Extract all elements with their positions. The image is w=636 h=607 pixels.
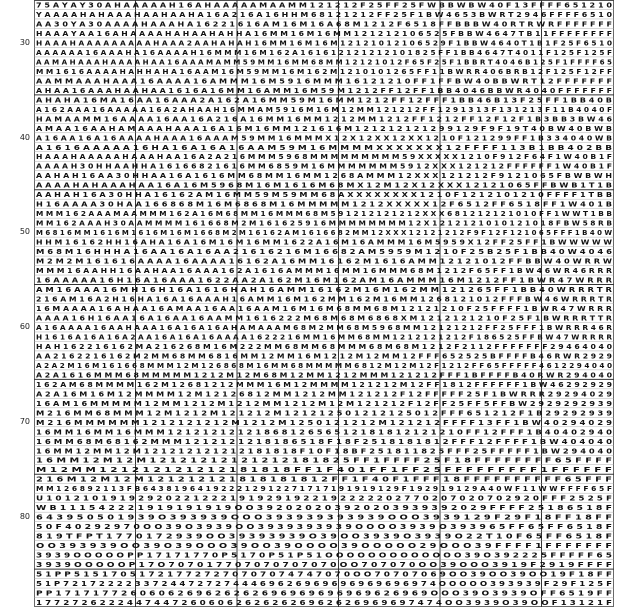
grid-row-symbols: 1 6 A A A A A 1 6 H 1 6 A 1 6 A A A 1 6 2 2 A A 2 A 1 6 2 M 1 6 M 1 6 2 A M 1 6 A M M M 1 6 M 1 2 1 2 F F 1 B W R 4 7 W R R R (36, 275, 613, 285)
grid-row-symbols: 1 6 M A A A A 1 6 A H A A 1 6 A M A A 1 6 A A 1 6 A A M 1 6 M 1 6 M 6 8 M M 6 8 M 1 2 1 2 1 2 1 0 F 2 5 F F F F 1 B W R 4 7 W R R R (36, 303, 613, 313)
grid-row-symbols: A 1 6 A A A A 1 6 A A H A A A 1 6 A 1 6 A 1 6 A H A M A A A M 6 8 M 2 M M 6 8 M 5 9 6 8 M M 1 2 1 2 1 2 1 2 F F 2 5 F F F 1 B W R R R 4 6 R (36, 322, 613, 332)
grid-row-symbols: M 6 8 1 6 M M 1 6 1 6 M 1 6 1 6 M 1 6 M 1 6 6 8 M 2 M 1 6 1 6 2 A M 1 6 1 6 6 8 2 M M 1 2 X X X 1 2 1 2 1 2 1 2 F 9 F 1 2 F 1 2 1 0 6 5 F F F 1 B 4 0 W (36, 228, 613, 238)
grid-row-symbols: 7 5 A Y A Y 3 0 A H A A A A A H 1 6 A H A A A A A M A A M M 1 2 1 2 1 2 F 2 5 F F 2 5 F W B B W B W 4 0 F 1 3 F F F F 6 5 1 2 1 0 (36, 0, 612, 10)
grid-row-symbols: A 2 A 2 M 1 6 M 1 6 1 6 6 8 M M M 1 2 M 1 2 6 8 6 8 M 1 6 M M 6 8 M M M M M 6 8 1 2 M 1 2 M 1 2 F 1 2 1 2 F F 6 5 F F F F F 4 6 1 2 2 9 4 0 4 0 (36, 360, 612, 370)
grid-row-symbols: A A 3 0 Y A 3 0 A A A A H A A A H A 1 6 2 2 1 6 1 6 A M 1 6 M 1 6 A 6 8 M 1 2 1 2 F 6 5 1 8 F F B B B W 4 0 R T R W R F F F F F F F (36, 19, 613, 29)
grid-row-symbols: M M M 1 6 A A H H 1 6 A A H A A 1 6 A A A 1 6 2 A 1 6 1 6 A M M M 1 6 M M 1 6 M M M 6 8 M 1 2 1 2 F 6 5 F F 1 B W 4 6 W R 4 6 R R R (36, 266, 613, 276)
grid-row-symbols: H A M A A M M 1 6 A A A A 1 6 A A 1 6 A 2 1 6 A 1 6 M M 1 6 M M 1 2 1 2 M M 1 2 1 2 F F 1 2 1 2 F F 1 2 F 1 2 F 1 B 3 B B 3 B W 4 6 (36, 114, 612, 124)
grid-row-symbols: M 2 1 6 M M 6 8 M M M 1 2 M 1 2 1 2 M 1 2 1 2 1 2 M 1 2 1 2 1 2 5 0 1 2 1 2 1 2 5 0 1 2 F F F 6 5 1 2 1 2 F 1 B 2 9 2 9 2 9 3 9 (36, 408, 612, 418)
row-number-label: 40 (19, 132, 30, 142)
grid-row-symbols: W B 1 1 1 5 4 2 2 2 1 9 1 9 1 9 1 9 1 9 O O 3 9 2 0 2 0 2 0 3 9 2 0 2 0 3 9 3 9 3 9 2 0 2 9 F F F F 2 5 1 8 6 5 1 8 F (36, 503, 613, 513)
grid-row-symbols: M 2 M 2 M 1 6 1 6 1 6 A A A A 1 6 A A A A 1 6 1 6 2 A 1 6 M M 1 6 1 6 2 M 1 6 1 6 A M M 1 2 1 2 1 0 1 2 F F B B W 4 0 W R R W (36, 256, 613, 266)
grid-row-symbols: A A M M A A A H A A A 1 6 A A A A 1 6 A M M M 1 6 M 5 9 1 6 M M M 1 6 1 2 1 2 1 0 F F 1 F F B W 4 0 B B W R T 1 2 F F F F F F F (36, 76, 613, 86)
grid-row-symbols: A A H A H 1 6 A A 3 0 H H A A 1 6 A 1 6 1 6 M M 6 8 M M 1 6 M M 1 2 6 8 A M M M 1 2 X X X 1 2 1 2 1 2 F 9 1 2 1 0 6 5 F B W B W H (36, 171, 612, 181)
grid-row-symbols: 5 1 P P 5 1 5 1 7 0 5 1 7 2 1 7 7 2 7 2 7 0 7 0 7 0 7 4 7 4 7 0 7 0 O O 7 0 7 0 7 0 6 9 O O 3 9 O O 3 9 O O 1 9 F 1 8 F F (36, 569, 613, 579)
grid-row-symbols: H A H 1 6 2 2 1 6 1 6 2 M A 2 1 6 2 6 8 M 1 6 M 2 2 2 M M 6 8 M M 6 8 M M M 6 8 M 6 8 M 1 2 1 2 F 2 1 1 2 F F F F F F F 2 9 4 6 4 0 4 0 (36, 341, 612, 351)
grid-row-symbols: A A A A 1 6 H 1 6 A A 1 6 A 1 6 A A 1 6 A A M M 1 6 1 6 2 2 2 M 6 8 M 6 8 M 6 8 6 8 X M 1 2 1 2 1 2 1 2 1 0 F 2 5 F 1 B W R R R T T R (36, 313, 613, 323)
grid-row-symbols: A H A H A 1 6 M A 1 6 A A 1 6 A A A 2 A 1 6 2 A 1 6 M M 5 9 M 1 6 M M 1 2 1 2 F F 1 2 F F F 1 B B 4 6 B 1 3 F 2 5 F F 1 B B 4 0 B (36, 95, 612, 105)
grid-svg (34, 0, 614, 607)
row-number-label: 80 (19, 511, 30, 521)
grid-row-symbols: M M 1 6 2 A A A H 3 0 A A M M M M 1 6 1 6 6 8 M 2 M 1 6 1 6 2 5 9 1 6 M M M M M M M M 1 2 X 1 2 1 2 1 2 1 0 1 0 1 2 1 0 1 8 F B W 5 8 R B (36, 218, 612, 228)
grid-row-symbols: M 1 2 M M 1 2 1 2 1 2 1 2 1 2 1 2 1 8 1 8 1 8 F F 1 F 4 0 1 F F 1 F F 2 5 F F F F F F F F F 1 F F F F F F (36, 465, 613, 475)
grid-row-symbols: 8 1 9 T F P T 1 7 7 0 1 7 2 9 3 9 O O 3 9 3 9 3 9 3 9 O 3 9 O O 3 9 3 9 O 3 9 3 9 O 2 2 T 1 0 F 6 5 F F 6 5 1 8 F (36, 531, 613, 541)
grid-row-symbols: A A 2 1 6 2 2 1 6 1 6 2 M 2 M M 6 8 M M 6 8 1 6 M M 1 2 M M 1 6 M 1 2 1 2 M 1 2 M M 1 2 F F F 6 5 2 5 2 5 B F F F F B 4 6 R W R 2 9 2 9 (36, 351, 612, 361)
grid-row-symbols: A 2 A 1 6 1 6 M M M 6 8 M M M M M 1 2 1 2 M 1 2 M 6 8 M 1 2 M M 1 2 1 2 M M M 1 2 1 2 1 2 F F F 1 B F F F F B 4 0 R W R 2 9 4 0 4 0 (36, 370, 613, 380)
row-number-label: 60 (19, 322, 30, 332)
grid-row-symbols: A 1 6 2 A A A 1 6 A A A A A 1 6 A 2 A H A A H 1 6 M M A M 5 9 1 6 M 1 6 M 1 2 M M 1 2 1 2 1 2 F F 1 2 9 1 3 1 3 F 1 3 1 2 1 3 F 1 1 B 4 0 4 0 F (36, 104, 613, 114)
grid-row-symbols: A M A A 1 6 A A H A M A A A H A A A 1 6 A 1 6 M 1 6 M M 1 2 1 6 1 6 M 1 2 1 2 1 2 1 2 1 2 9 9 1 2 9 F 9 F 1 9 T 4 0 B W 4 0 B W B (36, 123, 612, 133)
grid-row-symbols: M M 1 2 6 8 9 2 1 1 3 F B 6 4 3 8 1 9 6 4 1 9 2 2 2 1 2 9 1 2 2 7 1 7 1 7 1 9 1 9 1 9 1 2 9 F 1 9 2 9 1 9 1 2 9 A 4 0 W F 1 1 W W F F F F 6 5 F (36, 484, 613, 494)
grid-row-symbols: A A M A H A A A H A A A A H A A 1 6 A A A M A M M 5 9 M M 1 6 M M 6 8 M M 1 2 1 2 1 0 1 2 F 6 5 F 2 5 F 1 B B R T 4 0 4 6 B 1 2 5 F 1 F F F F 6 5 (36, 57, 612, 67)
grid-row-symbols: 1 6 M M 6 8 M 6 8 1 6 2 M M M 1 2 1 2 1 2 1 2 1 8 1 8 6 5 1 8 F 1 8 F 2 5 1 8 1 8 1 8 1 2 F F F 1 2 F F F F 1 B W 4 0 4 0 4 0 (36, 436, 612, 446)
grid-row-symbols: M 2 1 6 M M M M M M 1 2 1 2 1 2 1 2 1 2 M 1 2 1 2 M 1 2 5 0 1 2 1 2 1 2 M 1 2 1 2 1 2 F F F F 1 3 F F 1 B W 4 0 2 9 4 0 2 9 (36, 417, 612, 427)
grid-row-symbols: A A A A A A 1 6 A A A H A 1 6 A A A A H 1 6 M M M 1 6 M 1 6 2 A 1 6 1 6 1 2 1 2 1 2 1 2 1 0 1 8 2 5 F F 1 B B 4 6 4 7 T 4 0 1 1 F 1 2 5 F 1 2 5 F (36, 47, 613, 57)
grid-row-symbols: A A H A H 1 6 A 3 0 H H A 1 6 1 6 2 A M 1 6 M M 5 9 M 5 9 M M 6 8 A X X X X X X X X 1 2 1 0 F 1 2 1 2 1 0 1 2 1 0 F F F F 1 T B B (36, 190, 612, 200)
grid-row-symbols: H 1 6 A A A A 3 0 H A A 1 6 6 8 6 8 M 1 6 M 6 8 6 8 M 1 6 M M M M M 1 2 1 2 X X X X X 1 2 F 6 5 1 2 F F 6 5 1 8 F F 1 W 4 0 1 B (36, 199, 612, 209)
row-number-label: 50 (19, 227, 30, 237)
grid-row-symbols: H A A A H A A A A A H A A A H A A 1 6 A 2 A 2 1 6 M M M 5 9 6 8 M M M M M M M M M 5 9 X X X X X 1 2 1 0 F 9 1 2 F 6 4 F 1 W 4 0 B 1 F (36, 152, 613, 162)
grid-row-symbols: A 1 6 1 6 A A A A A 1 6 H A 1 6 A 1 6 A 1 6 A A M 5 9 M 1 6 M M M M X X X X X X X 1 2 F F F F 1 1 3 B 1 B B 4 0 2 B B (36, 142, 612, 152)
grid-row-symbols: A A A A H A H A A A H A A 1 6 A 1 6 M 5 9 6 8 M 1 6 M 1 6 1 6 M 6 8 M X 1 2 M 1 2 X 1 2 X X X 1 2 1 2 1 0 6 5 F F B W B 1 T 1 B (36, 180, 612, 190)
grid-row-symbols: H H M 1 6 1 6 2 H H 1 6 A H A 1 6 A 1 6 M 1 6 M 1 6 M M 1 6 2 2 A 1 6 M 1 6 A M M M 1 6 M 5 9 5 9 X 1 2 F F 2 5 F F 1 B W W W W W (36, 237, 613, 247)
grid-row-symbols: H A A A H A A A A A A A A A H A A A 2 A A H A H A H 1 6 M M 1 6 M 1 6 M 1 2 1 2 1 0 1 2 1 0 6 5 2 9 F 1 B B W 4 6 4 0 T 1 B 1 F 2 5 F 6 5 1 0 (36, 38, 612, 48)
grid-row-symbols: 1 6 M M 1 2 M M 1 2 M 1 2 1 2 1 2 1 2 1 2 1 2 1 8 1 8 1 8 F 1 0 F 1 8 B F 2 5 1 8 1 1 8 2 5 F F F 2 5 F F F F F 1 B W 2 9 4 0 4 0 (36, 446, 612, 456)
grid-row-symbols: 1 6 A M 1 6 M M M M M 1 2 M M 1 2 1 2 M 1 2 1 2 M M 1 2 1 2 M 1 2 M 1 2 1 2 1 2 F 1 2 F F 2 5 F F 5 F F B W 2 9 2 9 2 9 2 9 3 9 (36, 398, 612, 408)
grid-row-symbols: M M M 1 6 2 A A A M A A M M M 1 6 2 A 1 6 M 6 8 M M 1 6 M M M 6 8 M 5 9 1 2 1 2 1 2 1 2 1 2 X X X 6 8 1 2 1 2 1 2 1 0 1 0 F F 1 W W T 1 B B (36, 209, 612, 219)
row-number-label: 30 (19, 37, 30, 47)
grid-row-symbols: A 1 6 A A 1 6 A 1 6 A A A A H A A A 1 6 A A A M 5 9 M M 1 6 M M M X 1 2 X 1 2 X X 1 2 X X 1 2 1 0 F 1 2 1 2 9 9 F F 1 B 3 3 4 0 4 0 W B (36, 133, 612, 143)
grid-row-symbols: 2 1 6 M 1 2 M 1 2 M 1 2 1 2 1 2 1 2 1 8 1 8 1 8 1 8 1 2 F F 1 F 4 0 F 1 F F F 1 8 F F F F F F F F F F 6 5 F F F (36, 474, 613, 484)
grid-row-symbols: 1 6 M M 1 2 M 1 2 M 1 2 1 2 1 2 1 2 1 2 1 2 1 2 1 8 1 8 2 5 F F 1 F F F F 2 5 F 1 8 F F F F F F F F 6 5 F F F F (36, 455, 613, 465)
grid-row-symbols: A H A A 1 6 A A A H A A H A A 1 6 1 6 A 1 6 M M 1 6 A M M 1 6 M 5 9 M 1 2 1 2 F F 1 2 F F 1 B B 4 0 4 6 B B W R 4 0 4 0 F F F F F F F (36, 85, 613, 95)
grid-row-symbols: A M 1 6 A A A 1 6 M H 1 6 H 1 6 A 1 6 1 6 H A H 1 6 A M M 1 6 1 6 2 M 1 6 M 1 6 2 M M 1 2 1 2 6 5 F F 1 B B 4 0 W R R R T R (36, 285, 613, 295)
grid-row-symbols: 6 4 3 9 5 0 5 0 1 9 3 9 O 3 9 3 9 3 9 O O O 3 9 3 9 3 9 3 9 3 9 3 9 O O O 3 9 3 9 1 2 9 F 2 9 F 1 8 F F 1 8 F F (36, 512, 613, 522)
grid-row-symbols: 2 1 6 A M 1 6 A 2 H 1 6 H A 1 6 A 1 6 A A A H 1 6 A M M 1 6 M 1 6 2 M M 1 6 2 M 1 6 M M 1 2 6 8 1 2 1 0 1 2 F F F B W 4 6 W R R R T R (36, 294, 613, 304)
grid-row-symbols: 1 7 7 2 7 2 6 2 2 2 4 4 7 4 4 7 2 6 0 6 0 6 2 6 2 6 2 6 2 6 9 6 2 6 2 6 9 6 9 6 9 7 4 7 4 O O 3 9 3 9 O 3 9 O O F 1 3 1 2 1 F (36, 598, 613, 607)
grid-row-symbols: A A A A H 3 0 H H A A H H A 1 6 1 6 6 8 2 1 6 1 6 M M 6 8 5 9 M 1 6 M M M M M M M 5 9 1 2 X X X 1 2 1 2 1 2 F F F F F F 1 W 4 0 B 1 F (36, 161, 613, 171)
grid-row-symbols: 5 0 F 4 0 2 9 2 9 7 0 O O 3 9 O 3 9 3 9 O O 3 9 3 9 3 9 3 9 3 9 O O O O 3 9 3 9 O 3 9 3 9 6 5 F F 6 5 F F 6 5 1 8 F (36, 522, 613, 532)
grid-row-symbols: A 2 A 1 6 M 1 6 M 1 2 M M M M 1 2 M 1 2 1 2 6 8 1 2 M M 1 2 1 2 M M 1 2 1 2 1 2 F 1 2 F F F F F 2 5 F 1 B W R R R 2 9 2 9 4 0 2 9 (36, 389, 612, 399)
grid-row-symbols: 5 1 P 7 2 1 7 2 2 2 2 3 3 7 2 4 4 7 2 7 2 7 4 4 4 6 9 6 2 6 9 6 9 6 9 6 9 6 9 6 9 6 9 7 4 O O O O O 3 9 3 9 3 9 F 2 9 F 1 2 5 F (36, 579, 613, 589)
grid-row-symbols: 1 6 2 A M 6 8 M M M M 1 6 2 M 1 2 6 8 1 2 1 2 M M M 1 6 M 1 2 M M M M 1 2 1 2 1 2 M 1 2 F F 1 8 1 2 F F F F F F 1 B W 4 6 2 9 2 9 2 9 (36, 379, 612, 389)
symbol-chart-grid (34, 0, 614, 607)
grid-row-symbols: 1 6 M M 1 6 M M 1 6 M M M 1 2 1 2 1 2 1 2 1 2 1 8 6 8 1 2 6 5 6 5 1 2 1 8 1 8 1 2 1 2 1 2 1 0 F F 1 2 F F F 1 B 4 0 4 0 2 9 4 0 (36, 427, 612, 437)
grid-row-symbols: H 1 6 1 6 A 1 6 A 1 6 A 2 A A 1 6 A 1 6 A 1 6 A A A A 1 6 2 2 2 1 6 M M 1 6 M M 6 8 M M 1 2 1 2 1 2 1 2 1 2 F 1 8 6 5 2 5 F F B W 4 7 W R R R R (36, 332, 613, 342)
grid-row-symbols: 3 9 3 9 O O O O O P 1 7 O 7 0 7 0 1 7 7 0 7 0 7 0 7 0 7 0 7 0 O O 7 0 7 0 7 0 O O 3 9 O O O 3 9 1 9 F 2 9 1 9 F F F F (36, 560, 613, 570)
grid-row-symbols: M 6 8 M 1 6 H H H A 1 6 A A 1 6 A 1 6 A A 2 1 6 1 6 2 1 6 M 1 6 6 8 2 A M 5 9 5 9 M 1 2 1 0 F 2 5 B 2 5 F 1 B B 4 0 W 4 0 4 6 (36, 247, 612, 257)
row-number-axis (0, 0, 34, 607)
grid-row-symbols: H A A A Y A A 1 6 A H A A A A H A H A A H A H H A 1 6 M M 1 6 M 1 6 M M 1 2 1 2 1 2 1 0 6 5 2 5 F B B W 4 6 4 7 T B 1 1 F F F F F F F F (36, 28, 613, 38)
grid-row-symbols: 3 9 3 9 O O O O O P P 1 7 1 7 1 7 7 0 P 5 1 7 0 P 5 1 P 5 1 O O O O O O O O O O O O O 3 9 O 3 9 2 2 2 5 F F F F F 6 5 (36, 550, 612, 560)
grid-row-symbols: M M 1 6 1 6 A A A A H A H H A H A 1 6 A A M 1 6 M 5 9 M M 1 6 M 1 6 2 M 1 2 1 0 1 0 1 2 6 5 F F 1 1 B W R R 4 0 6 B R B 1 2 F 1 2 5 F 1 2 F F (36, 66, 613, 76)
row-number-label: 70 (19, 417, 30, 427)
grid-row-symbols: Y A A A A H A H A A A H A A H A A H A 1 6 A 2 1 6 A 1 6 H H M 6 8 1 2 1 2 1 2 F F 2 5 F 1 B W 4 6 5 3 B W R T 2 9 4 6 F F F F 6 5 1 0 (34, 9, 612, 19)
grid-row-symbols: O O 3 9 3 9 3 9 O O 3 9 O 3 9 O O O 3 9 O O 3 9 O O O O 3 9 O O O O O 2 9 O O O 3 9 F F F F 1 F F F F F F F (36, 541, 613, 551)
grid-row-symbols: U 1 0 1 2 1 0 1 9 1 9 2 9 2 0 2 2 1 2 2 2 1 9 1 9 2 9 1 9 2 2 1 9 2 2 2 2 2 0 2 7 7 0 2 0 7 0 2 0 7 0 2 9 2 0 F F F 2 5 2 5 F (36, 493, 613, 503)
grid-row-symbols: P P 1 7 1 7 1 7 7 2 6 0 6 0 6 2 6 9 6 2 6 2 6 2 6 9 6 9 6 9 6 9 6 9 6 9 6 2 6 9 6 9 O O O 3 9 O 3 9 3 9 O F F 6 5 1 9 F F (36, 588, 613, 598)
